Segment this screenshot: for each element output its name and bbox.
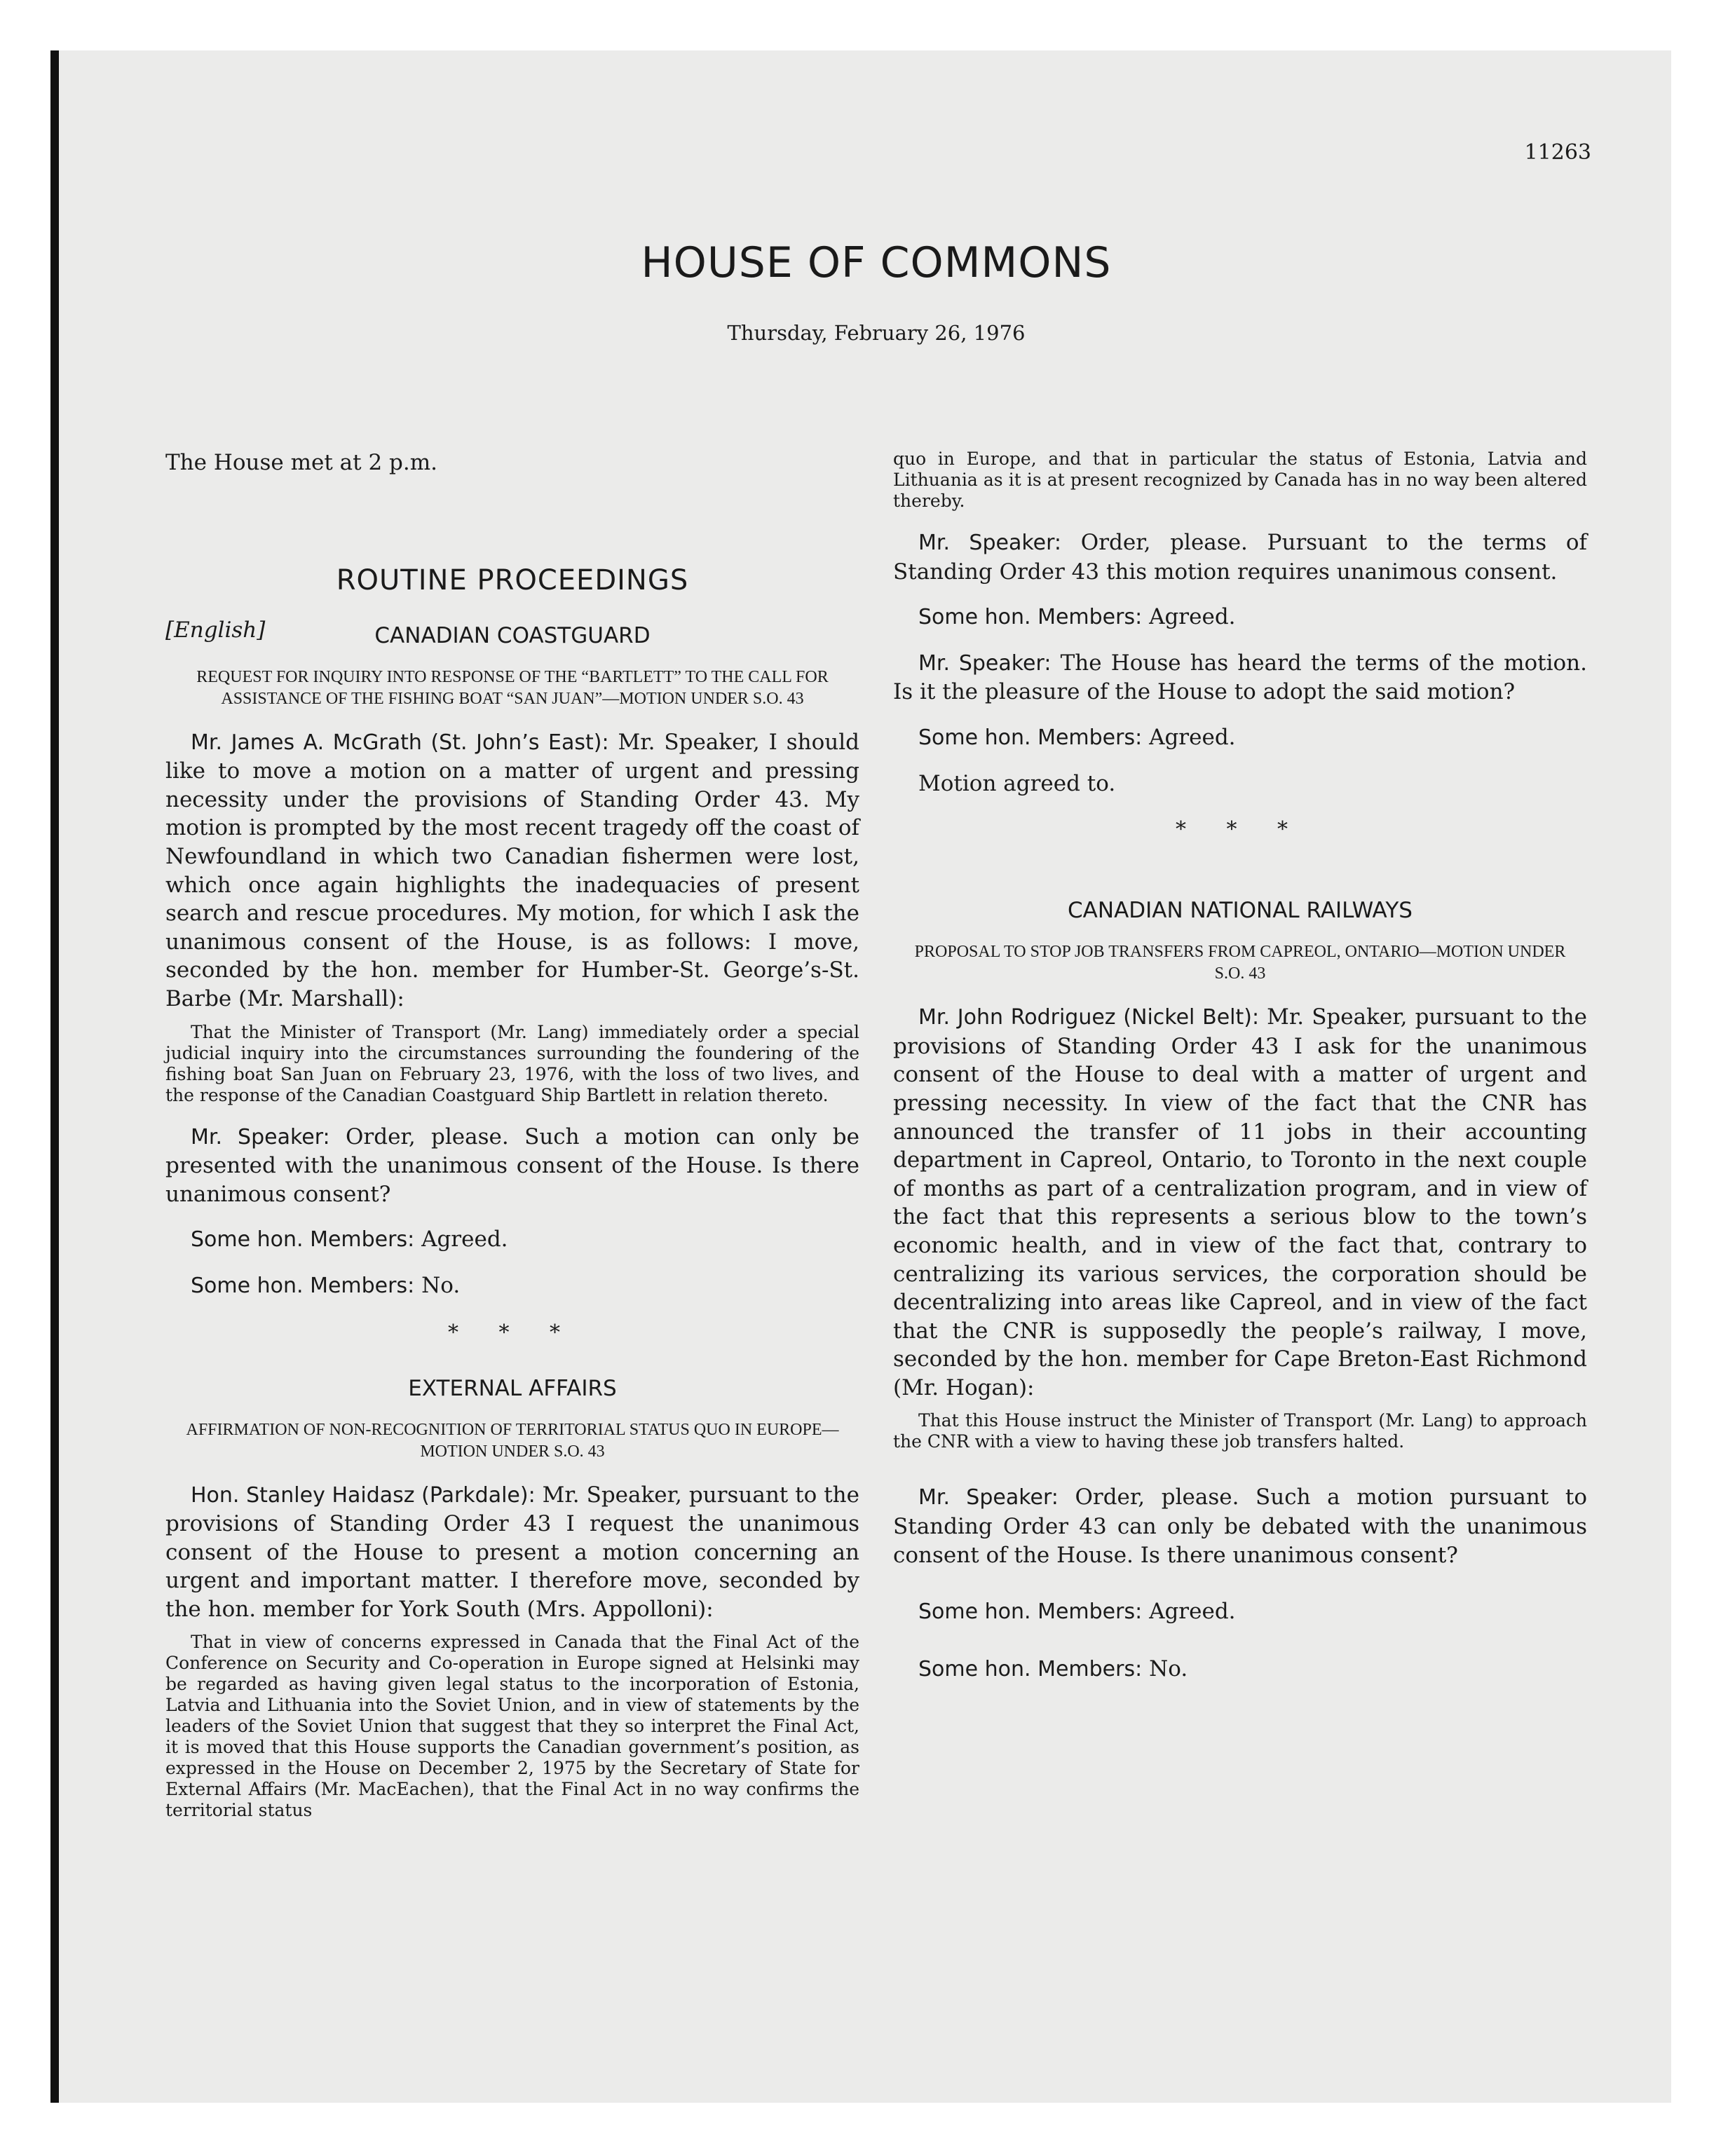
speaker-name: Some hon. Members:	[918, 1599, 1143, 1625]
speech-speaker-consent	[165, 1123, 859, 1209]
motion-agreed-line: Motion agreed to.	[918, 770, 1116, 796]
left-column	[165, 449, 859, 1838]
subject-heading-railways: CANADIAN NATIONAL RAILWAYS	[1068, 898, 1413, 924]
sitting-date: Thursday, February 26, 1976	[727, 321, 1026, 345]
speech-text: The House has heard the terms of the motion. Is it the pleasure of the House to adopt the said motion?	[893, 650, 1587, 705]
opening-line: The House met at 2 p.m.	[165, 450, 437, 475]
motion-text-coastguard: That the Minister of Transport (Mr. Lang) immediately order a special judicial inquiry into the circumstances surrounding the foundering of the fishing boat San Juan on February 23, 1976, with the loss of two lives, and the response of the Canadian Coastguard Ship Bartlett in relation thereto.	[165, 1021, 859, 1105]
speech-text: Agreed.	[1142, 1599, 1236, 1625]
speaker-name: Some hon. Members:	[191, 1227, 415, 1253]
section-heading-routine: ROUTINE PROCEEDINGS	[336, 564, 689, 596]
speech-rodriguez	[893, 1003, 1587, 1402]
subject-heading-external: EXTERNAL AFFAIRS	[408, 1375, 617, 1401]
speaker-name: Some hon. Members:	[918, 605, 1143, 630]
motion-text-railways: That this House instruct the Minister of Transport (Mr. Lang) to approach the CNR with a view to having these job transfers halted.	[893, 1410, 1587, 1452]
motion-text-external-continued: quo in Europe, and that in particular the status of Estonia, Latvia and Lithuania as it is at present recognized by Canada has in no way been altered thereby.	[893, 449, 1587, 511]
speech-text: Agreed.	[414, 1227, 508, 1253]
speech-text: Order, please. Such a motion can only be presented with the unanimous consent of the House. Is there unanimous consent?	[165, 1124, 859, 1207]
page-title: HOUSE OF COMMONS	[641, 238, 1112, 287]
speech-text: Order, please. Such a motion pursuant to Standing Order 43 can only be debated with the unanimous consent of the House. Is there unanimous consent?	[893, 1485, 1587, 1568]
speech-speaker-adopt	[893, 649, 1587, 707]
page-number: 11263	[1524, 140, 1591, 165]
speech-text: No.	[1142, 1656, 1188, 1681]
speech-text: No.	[414, 1272, 461, 1298]
page-spine-edge	[50, 50, 59, 2103]
speech-speaker-terms	[893, 528, 1587, 586]
subhead-railways: PROPOSAL TO STOP JOB TRANSFERS FROM CAPREOL, ONTARIO—MOTION UNDER S.O. 43	[914, 943, 1566, 983]
speech-members-agreed	[893, 723, 1587, 753]
speech-text: Order, please. Pursuant to the terms of Standing Order 43 this motion requires unanimous consent.	[893, 530, 1587, 585]
speaker-name: Mr. John Rodriguez (Nickel Belt):	[918, 1005, 1260, 1030]
speaker-name: Mr. Speaker:	[918, 1485, 1059, 1510]
subhead-external: AFFIRMATION OF NON-RECOGNITION OF TERRITORIAL STATUS QUO IN EUROPE—MOTION UNDER S.O. 43	[186, 1420, 839, 1461]
subject-heading-coastguard: CANADIAN COASTGUARD	[374, 622, 651, 648]
speaker-name: Mr. Speaker:	[918, 531, 1062, 555]
section-divider: * * *	[1175, 817, 1305, 842]
section-divider: * * *	[447, 1320, 578, 1345]
speaker-name: Some hon. Members:	[918, 725, 1143, 750]
speaker-name: Mr. Speaker:	[918, 650, 1052, 676]
speech-mcgrath	[165, 728, 859, 1014]
right-column	[893, 449, 1587, 1700]
subhead-coastguard: REQUEST FOR INQUIRY INTO RESPONSE OF THE “BARTLETT” TO THE CALL FOR ASSISTANCE OF THE FISHING BOAT “SAN JUAN”—MOTION UNDER S.O. 43	[196, 667, 829, 708]
speaker-name: Hon. Stanley Haidasz (Parkdale):	[191, 1482, 536, 1508]
speech-members-agreed	[893, 603, 1587, 632]
speech-text: Mr. Speaker, I should like to move a motion on a matter of urgent and pressing necessity under the provisions of Standing Order 43. My motion is prompted by the most recent tragedy off the coast of Newfoundland in which two Canadian fishermen were lost, which once again highlights the inadequacies of present search and rescue procedures. My motion, for which I ask the unanimous consent of the House, is as follows: I move, seconded by the hon. member for Humber-St. George’s-St. Barbe (Mr. Marshall):	[165, 729, 859, 1011]
speech-text: Mr. Speaker, pursuant to the provisions of Standing Order 43 I request the unanimous consent of the House to present a motion concerning an urgent and important matter. I therefore move, seconded by the hon. member for York South (Mrs. Appolloni):	[165, 1482, 859, 1622]
speech-speaker-debated	[893, 1483, 1587, 1569]
speech-members-no	[165, 1271, 859, 1301]
speaker-name: Mr. Speaker:	[191, 1124, 330, 1149]
speaker-name: Some hon. Members:	[191, 1273, 415, 1298]
speech-members-agreed	[893, 1597, 1587, 1627]
speech-text: Agreed.	[1142, 604, 1236, 630]
motion-text-external: That in view of concerns expressed in Canada that the Final Act of the Conference on Security and Co-operation in Europe signed at Helsinki may be regarded as having given legal status to the incorporation of Estonia, Latvia and Lithuania into the Soviet Union, and in view of statements by the leaders of the Soviet Union that suggest that they so interpret the Final Act, it is moved that this House supports the Canadian government’s position, as expressed in the House on December 2, 1975 by the Secretary of State for External Affairs (Mr. MacEachen), that the Final Act in no way confirms the territorial status	[165, 1632, 859, 1821]
speech-members-no	[893, 1655, 1587, 1684]
speaker-name: Some hon. Members:	[918, 1656, 1143, 1681]
speech-members-agreed	[165, 1225, 859, 1255]
language-tag: [English]	[165, 617, 266, 643]
speech-text: Agreed.	[1142, 724, 1236, 750]
speech-text: Mr. Speaker, pursuant to the provisions of Standing Order 43 I ask for the unanimous consent of the House to deal with a matter of urgent and pressing necessity. In view of the fact that the CNR has announced the transfer of 11 jobs in their accounting department in Capreol, Ontario, to Toronto in the next couple of months as part of a centralization program, and in view of the fact that this represents a serious blow to the town’s economic health, and in view of the fact that, contrary to centralizing its various services, the corporation should be decentralizing into areas like Capreol, and in view of the fact that the CNR is supposedly the people’s railway, I move, seconded by the hon. member for Cape Breton-East Richmond (Mr. Hogan):	[893, 1004, 1587, 1400]
speech-haidasz	[165, 1481, 859, 1624]
speaker-name: Mr. James A. McGrath (St. John’s East):	[191, 730, 609, 755]
